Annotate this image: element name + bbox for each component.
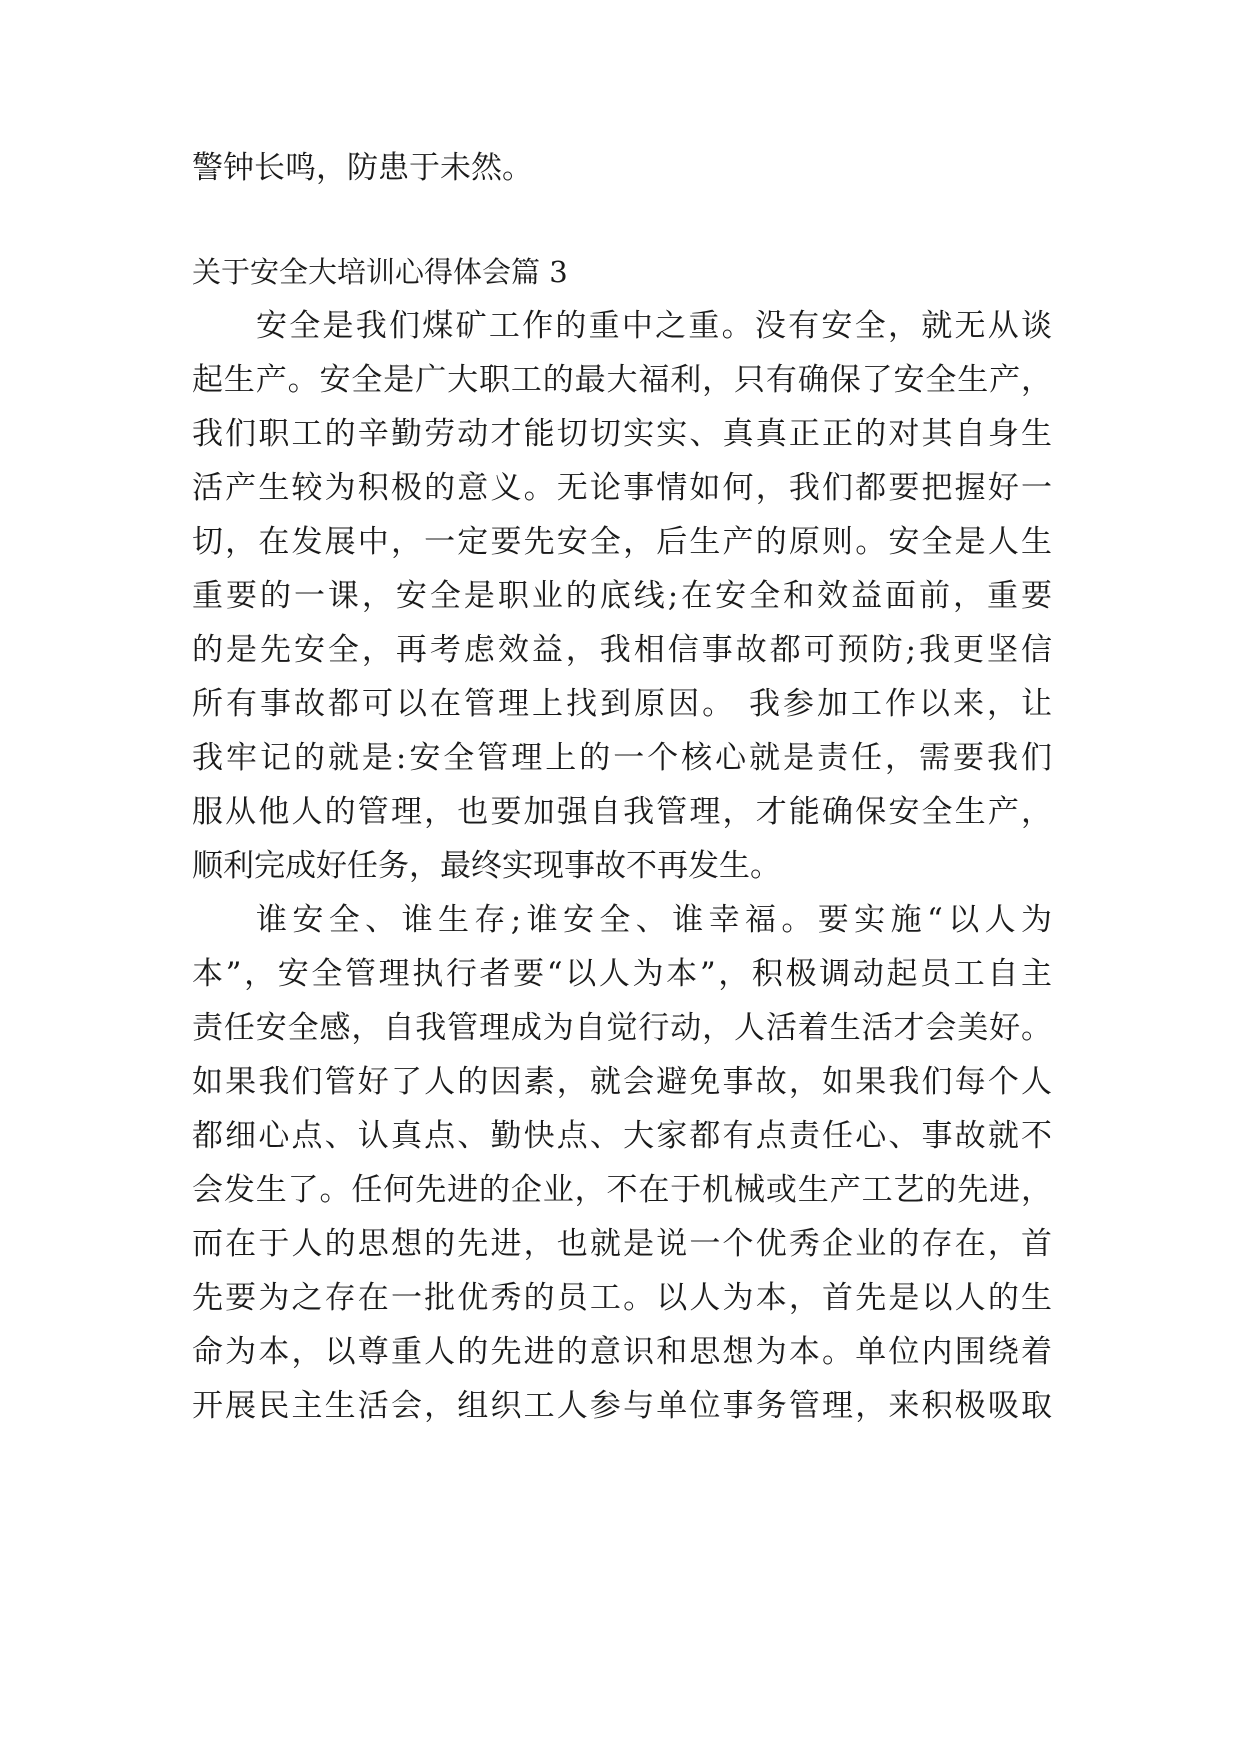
paragraph-line: 责任安全感，自我管理成为自觉行动，人活着生活才会美好。: [192, 1010, 1052, 1046]
paragraph-line: 开展民主生活会，组织工人参与单位事务管理，来积极吸取: [192, 1388, 1052, 1424]
paragraph-line: 服从他人的管理，也要加强自我管理，才能确保安全生产，: [192, 794, 1052, 830]
paragraph-line: 命为本，以尊重人的先进的意识和思想为本。单位内围绕着: [192, 1334, 1052, 1370]
paragraph-line: 起生产。安全是广大职工的最大福利，只有确保了安全生产，: [192, 362, 1052, 398]
paragraph-line: 重要的一课，安全是职业的底线;在安全和效益面前，重要: [192, 578, 1052, 614]
paragraph-line: 所有事故都可以在管理上找到原因。 我参加工作以来，让: [192, 686, 1052, 722]
paragraph-line: 的是先安全，再考虑效益，我相信事故都可预防;我更坚信: [192, 632, 1052, 668]
paragraph-line: 都细心点、认真点、勤快点、大家都有点责任心、事故就不: [192, 1118, 1052, 1154]
paragraph-line: 而在于人的思想的先进，也就是说一个优秀企业的存在，首: [192, 1226, 1052, 1262]
paragraph-line: 活产生较为积极的意义。无论事情如何，我们都要把握好一: [192, 470, 1052, 506]
paragraph-line: 切，在发展中，一定要先安全，后生产的原则。安全是人生: [192, 524, 1052, 560]
paragraph-line: 顺利完成好任务，最终实现事故不再发生。: [192, 848, 781, 884]
paragraph-line: 先要为之存在一批优秀的员工。以人为本，首先是以人的生: [192, 1280, 1052, 1316]
paragraph-line: 安全是我们煤矿工作的重中之重。没有安全，就无从谈: [256, 308, 1052, 344]
section-heading: 关于安全大培训心得体会篇 3: [192, 255, 568, 289]
top-fragment: 警钟长鸣，防患于未然。: [192, 150, 533, 186]
paragraph-line: 我牢记的就是:安全管理上的一个核心就是责任，需要我们: [192, 740, 1052, 776]
paragraph-line: 本”，安全管理执行者要“以人为本”，积极调动起员工自主: [192, 956, 1052, 992]
paragraph-line: 谁安全、谁生存;谁安全、谁幸福。要实施“以人为: [256, 902, 1052, 938]
paragraph-line: 我们职工的辛勤劳动才能切切实实、真真正正的对其自身生: [192, 416, 1052, 452]
paragraph-line: 会发生了。任何先进的企业，不在于机械或生产工艺的先进，: [192, 1172, 1052, 1208]
paragraph-line: 如果我们管好了人的因素，就会避免事故，如果我们每个人: [192, 1064, 1052, 1100]
